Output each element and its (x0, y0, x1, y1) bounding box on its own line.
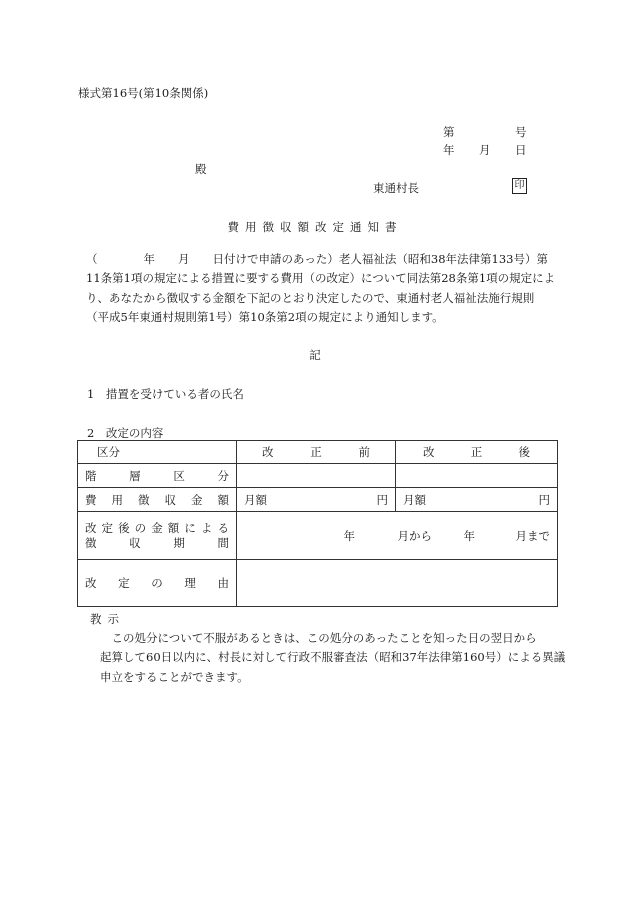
reason-label (78, 560, 237, 607)
period-cell (237, 512, 558, 560)
item-2-label: 2 改定の内容 (87, 426, 164, 440)
kyoji-paragraph (100, 629, 566, 687)
document-title: 費用徴収額改定通知書 (227, 220, 403, 234)
yen-label: 円 (538, 492, 550, 507)
header-kubun (78, 441, 237, 464)
monthly-label: 月額 (403, 492, 426, 507)
table-row-amount (78, 488, 558, 512)
tier-label-text: 階層区分 (85, 468, 229, 483)
period-label (78, 512, 237, 560)
table-row-tier (78, 464, 558, 488)
period-label-line-2: 徴収期間 (85, 535, 229, 550)
tier-after-cell (396, 464, 558, 488)
amount-label-text: 費用徴収金額 (85, 492, 229, 507)
header-before-text: 改正前 (262, 445, 370, 459)
header-before (237, 441, 396, 464)
body-line: 11条第1項の規定による措置に要する費用（の改定）について同法第28条第1項の規定によ (86, 271, 556, 286)
kyoji-line: 申立をすることができます。 (100, 669, 249, 684)
amount-after-cell (396, 488, 558, 512)
header-kubun-text: 区分 (97, 445, 120, 459)
body-paragraph (86, 250, 558, 328)
period-to-year: 年 (463, 528, 475, 543)
reason-label-text: 改定の理由 (85, 576, 229, 590)
ki-heading: 記 (309, 348, 321, 362)
body-line: り、あなたから徴収する金額を下記のとおり決定したので、東通村老人福祉法施行規則 (86, 290, 535, 305)
tier-before-cell (237, 464, 396, 488)
seal-mark: 印 (512, 178, 527, 194)
date-year: 年 (443, 143, 455, 157)
reason-cell (237, 560, 558, 607)
period-label-line-1: 改定後の金額による (85, 520, 229, 535)
addressee-suffix: 殿 (195, 162, 207, 176)
monthly-label: 月額 (244, 492, 267, 507)
kyoji-heading: 教示 (90, 612, 125, 626)
period-from-month: 月から (397, 528, 432, 543)
body-line: （平成5年東通村規則第1号）第10条第2項の規定により通知します。 (86, 310, 444, 325)
form-number: 様式第16号(第10条関係) (78, 86, 209, 100)
tier-label (78, 464, 237, 488)
yen-label: 円 (376, 492, 388, 507)
period-to-month: 月まで (515, 528, 550, 543)
header-after-text: 改正後 (423, 445, 530, 459)
number-prefix: 第 (443, 125, 455, 139)
table-row-reason (78, 560, 558, 607)
date-month: 月 (479, 143, 491, 157)
body-line: （ 年 月 日付けで申請のあった）老人福祉法（昭和38年法律第133号）第 (86, 252, 548, 266)
sender-name: 東通村長 (373, 181, 419, 195)
number-suffix: 号 (515, 125, 527, 139)
date-day: 日 (515, 143, 527, 157)
table-header-row (78, 441, 558, 464)
amount-before-cell (237, 488, 396, 512)
kyoji-line: 起算して60日以内に、村長に対して行政不服審査法（昭和37年法律第160号）による異議 (100, 650, 566, 665)
period-from-year: 年 (343, 528, 355, 543)
item-1-label: 1 措置を受けている者の氏名 (87, 387, 244, 401)
table-row-period (78, 512, 558, 560)
header-after (396, 441, 558, 464)
kyoji-line: この処分について不服があるときは、この処分のあったことを知った日の翌日から (100, 631, 537, 645)
amount-label (78, 488, 237, 512)
revision-table (77, 440, 558, 607)
